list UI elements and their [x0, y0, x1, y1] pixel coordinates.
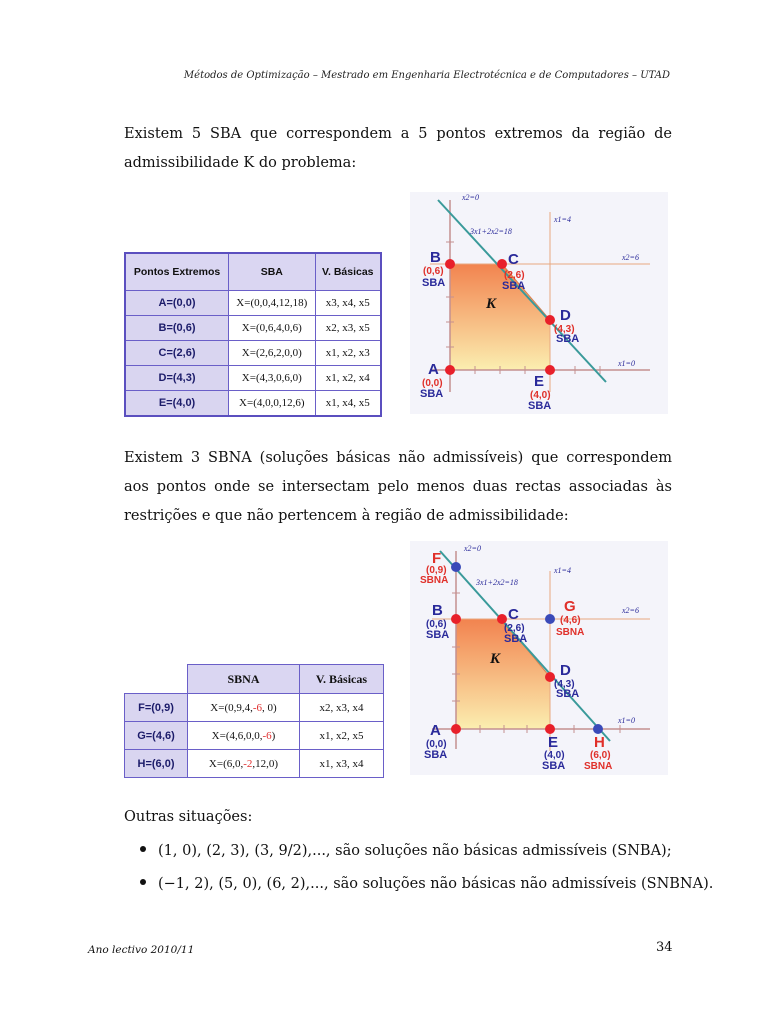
vb-cell: x1, x4, x5 — [315, 391, 381, 417]
label-C-coords: (2,6) — [504, 623, 525, 634]
label-eq: 3x1+2x2=18 — [476, 578, 518, 587]
label-x1-0: x1=0 — [618, 359, 635, 368]
point-cell: G=(4,6) — [125, 722, 188, 750]
point-cell: D=(4,3) — [125, 366, 229, 391]
point-B — [451, 614, 461, 624]
vb-cell: x3, x4, x5 — [315, 291, 381, 316]
label-D-coords: (4,3) — [554, 324, 575, 335]
vb-cell: x1, x3, x4 — [299, 750, 383, 778]
bullet-icon — [140, 879, 146, 885]
label-D-sba: SBA — [556, 333, 580, 345]
point-cell: H=(6,0) — [125, 750, 188, 778]
sba-cell: X=(0,0,4,12,18) — [229, 291, 315, 316]
point-A — [451, 724, 461, 734]
bullet-icon — [140, 846, 146, 852]
label-E-coords: (4,0) — [544, 750, 565, 761]
point-G — [545, 614, 555, 624]
col-header-vb: V. Básicas — [299, 665, 383, 694]
point-B — [445, 259, 455, 269]
point-E — [545, 724, 555, 734]
point-cell: E=(4,0) — [125, 391, 229, 417]
table-row — [125, 316, 381, 341]
label-C: C — [508, 606, 519, 623]
bullet-text: (−1, 2), (5, 0), (6, 2),..., são soluções não básicas não admissíveis (SNBNA). — [158, 876, 714, 892]
label-E-sba: SBA — [542, 760, 566, 772]
label-k: K — [486, 296, 497, 312]
point-cell: F=(0,9) — [125, 694, 188, 722]
feasible-region-plot-sbna — [410, 541, 668, 775]
label-D: D — [560, 307, 571, 324]
label-A-coords: (0,0) — [422, 378, 443, 389]
page-number: 34 — [656, 940, 673, 955]
label-G: G — [564, 598, 576, 615]
col-header-points: Pontos Extremos — [125, 253, 229, 291]
bullet-text: (1, 0), (2, 3), (3, 9/2),..., são soluções não básicas admissíveis (SNBA); — [158, 843, 672, 859]
label-H-sbna: SBNA — [584, 761, 613, 772]
vb-cell: x1, x2, x4 — [315, 366, 381, 391]
label-k: K — [490, 651, 501, 667]
label-B-sba: SBA — [426, 629, 450, 641]
vb-cell: x2, x3, x5 — [315, 316, 381, 341]
sbna-cell: X=(6,0,-2,12,0) — [188, 750, 300, 778]
label-A-sba: SBA — [420, 388, 444, 400]
table-row — [125, 722, 384, 750]
list-item — [140, 876, 713, 892]
label-D-sba: SBA — [556, 688, 580, 700]
label-x1-4: x1=4 — [554, 215, 571, 224]
sba-cell: X=(4,3,0,6,0) — [229, 366, 315, 391]
point-E — [545, 365, 555, 375]
label-F: F — [432, 550, 442, 567]
label-x2-0: x2=0 — [462, 193, 479, 202]
label-x1-0: x1=0 — [618, 716, 635, 725]
paragraph-sbna: Existem 3 SBNA (soluções básicas não admissíveis) que correspondem aos pontos onde se intersectam pelo menos duas rectas associadas às restrições e que não pertencem à região de admissibilidade: — [124, 450, 672, 524]
point-H — [593, 724, 603, 734]
paragraph-sba: Existem 5 SBA que correspondem a 5 pontos extremos da região de admissibilidade K do problema: — [124, 126, 672, 171]
label-D: D — [560, 662, 571, 679]
label-H: H — [594, 734, 605, 751]
vb-cell: x1, x2, x5 — [299, 722, 383, 750]
label-B: B — [432, 602, 443, 619]
label-A: A — [428, 361, 439, 378]
label-E: E — [548, 734, 559, 751]
label-B-coords: (0,6) — [426, 619, 447, 630]
label-F-sbna: SBNA — [420, 575, 449, 586]
running-header: Métodos de Optimização – Mestrado em Engenharia Electrotécnica e de Computadores – UTAD — [183, 70, 670, 81]
label-E-coords: (4,0) — [530, 390, 551, 401]
label-B: B — [430, 249, 441, 266]
col-header-sba: SBA — [229, 253, 315, 291]
list-item — [140, 843, 672, 859]
label-x2-0: x2=0 — [464, 544, 481, 553]
col-header-vb: V. Básicas — [315, 253, 381, 291]
table-row — [125, 341, 381, 366]
label-G-coords: (4,6) — [560, 615, 581, 626]
label-C: C — [508, 251, 519, 268]
point-cell: C=(2,6) — [125, 341, 229, 366]
point-cell: A=(0,0) — [125, 291, 229, 316]
sba-table — [124, 252, 382, 417]
table-row — [125, 750, 384, 778]
label-x1-4: x1=4 — [554, 566, 571, 575]
label-x2-6: x2=6 — [622, 253, 639, 262]
table-row — [125, 694, 384, 722]
col-header-sbna: SBNA — [188, 665, 300, 694]
label-C-sba: SBA — [504, 633, 528, 645]
label-B-coords: (0,6) — [423, 266, 444, 277]
label-E-sba: SBA — [528, 400, 552, 412]
label-C-sba: SBA — [502, 280, 526, 292]
label-E: E — [534, 373, 545, 390]
vb-cell: x2, x3, x4 — [299, 694, 383, 722]
sba-cell: X=(2,6,2,0,0) — [229, 341, 315, 366]
sbna-table — [124, 664, 384, 778]
table-row — [125, 366, 381, 391]
col-header-blank — [125, 665, 188, 694]
label-F-coords: (0,9) — [426, 565, 447, 576]
footer-year: Ano lectivo 2010/11 — [88, 944, 195, 956]
label-x2-6: x2=6 — [622, 606, 639, 615]
sbna-cell: X=(4,6,0,0,-6) — [188, 722, 300, 750]
label-A: A — [430, 722, 441, 739]
sbna-cell: X=(0,9,4,-6, 0) — [188, 694, 300, 722]
label-eq: 3x1+2x2=18 — [470, 227, 512, 236]
feasible-region-plot-sba — [410, 192, 668, 414]
table-row — [125, 391, 381, 417]
label-H-coords: (6,0) — [590, 750, 611, 761]
sba-cell: X=(0,6,4,0,6) — [229, 316, 315, 341]
point-C — [497, 259, 507, 269]
label-D-coords: (4,3) — [554, 679, 575, 690]
vb-cell: x1, x2, x3 — [315, 341, 381, 366]
label-A-coords: (0,0) — [426, 739, 447, 750]
point-A — [445, 365, 455, 375]
label-C-coords: (2,6) — [504, 270, 525, 281]
label-A-sba: SBA — [424, 749, 448, 761]
table-row — [125, 291, 381, 316]
label-B-sba: SBA — [422, 277, 446, 289]
label-G-sbna: SBNA — [556, 627, 585, 638]
point-cell: B=(0,6) — [125, 316, 229, 341]
paragraph-outras: Outras situações: — [124, 809, 253, 825]
sba-cell: X=(4,0,0,12,6) — [229, 391, 315, 417]
point-F — [451, 562, 461, 572]
